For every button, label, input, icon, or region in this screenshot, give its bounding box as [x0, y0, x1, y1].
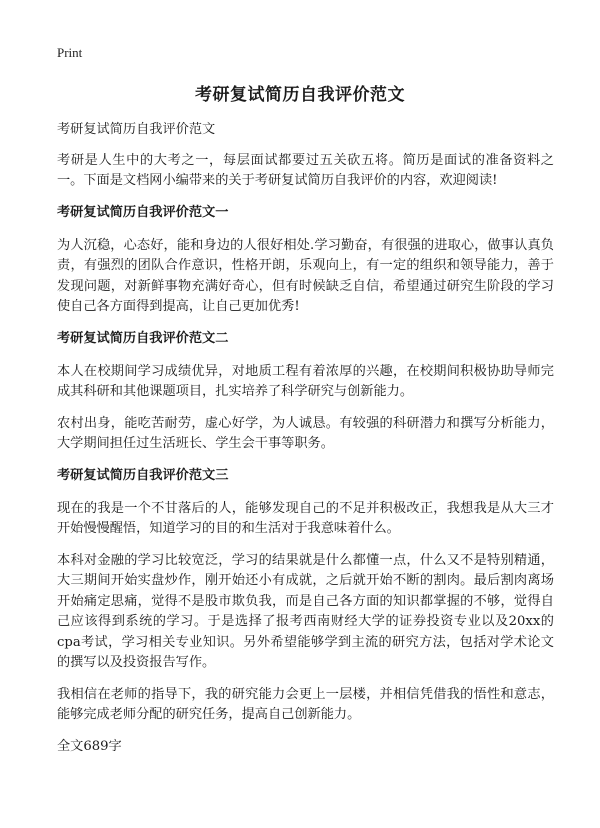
- page-title: 考研复试简历自我评价范文: [195, 85, 405, 105]
- section-heading: 考研复试简历自我评价范文一: [57, 204, 229, 220]
- section-paragraph: 本人在校期间学习成绩优异，对地质工程有着浓厚的兴趣，在校期间积极协助导师完成其科研和其他课题项目，扎实培养了科学研究与创新能力。: [57, 363, 554, 399]
- section-2: [57, 329, 554, 455]
- section-heading: 考研复试简历自我评价范文三: [57, 467, 229, 483]
- section-paragraph: 我相信在老师的指导下，我的研究能力会更上一层楼，并相信凭借我的悟性和意志，能够完成老师分配的研究任务，提高自己创新能力。: [57, 686, 554, 722]
- section-1: [57, 203, 554, 318]
- section-paragraph: 本科对金融的学习比较宽泛，学习的结果就是什么都懂一点，什么又不是特别精通，大三期间开始实盘炒作，刚开始还小有成就，之后就开始不断的割肉。最后割肉离场开始痛定思痛，觉得不是股市欺负我，而是自己各方面的知识都掌握的不够，觉得自己应该得到系统的学习。于是选择了报考西南财经大学的证券投资专业以及20xx的cpa考试，学习相关专业知识。另外希望能够学到主流的研究方法，包括对学术论文的撰写以及投资报告写作。: [57, 552, 554, 670]
- intro-paragraph: 考研是人生中的大考之一，每层面试都要过五关砍五将。简历是面试的准备资料之一。下面是文档网小编带来的关于考研复试简历自我评价的内容，欢迎阅读!: [57, 152, 554, 188]
- print-link[interactable]: Print: [57, 45, 83, 60]
- word-count: 全文689字: [57, 738, 122, 754]
- section-3: [57, 466, 554, 726]
- section-paragraph: 现在的我是一个不甘落后的人，能够发现自己的不足并积极改正，我想我是从大三才开始慢慢醒悟，知道学习的目的和生活对于我意味着什么。: [57, 500, 554, 536]
- section-paragraph: 农村出身，能吃苦耐劳，虚心好学，为人诚恳。有较强的科研潜力和撰写分析能力，大学期间担任过生活班长、学生会干事等职务。: [57, 415, 554, 451]
- document-body: [57, 120, 554, 757]
- section-heading: 考研复试简历自我评价范文二: [57, 330, 229, 346]
- document-subtitle: 考研复试简历自我评价范文: [57, 122, 216, 137]
- section-paragraph: 为人沉稳，心态好，能和身边的人很好相处.学习勤奋，有很强的进取心，做事认真负责，有强烈的团队合作意识，性格开朗，乐观向上，有一定的组织和领导能力，善于发现问题，对新鲜事物充满好奇心，但有时候缺乏自信，希望通过研究生阶段的学习使自己各方面得到提高，让自己更加优秀!: [57, 237, 554, 314]
